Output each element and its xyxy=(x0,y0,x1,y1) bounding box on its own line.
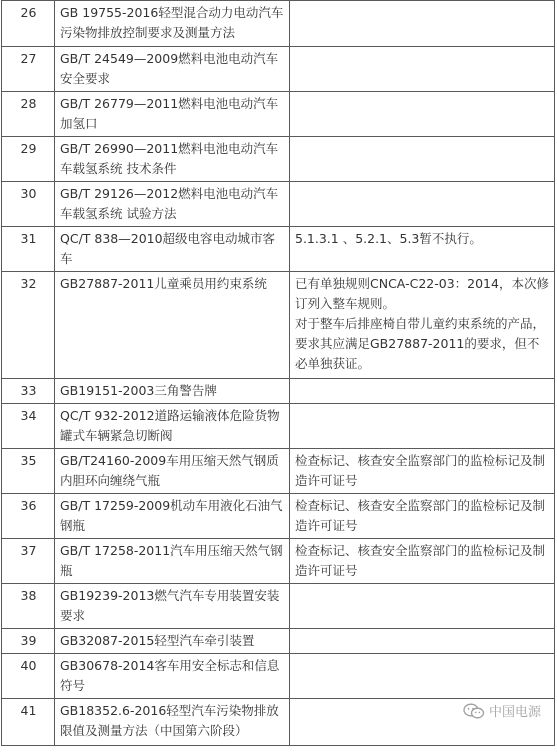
wechat-icon xyxy=(463,703,485,719)
standard-name: GB/T 17258-2011汽车用压缩天然气钢瓶 xyxy=(55,539,290,584)
standard-name: GB/T 29126—2012燃料电池电动汽车车载氢系统 试验方法 xyxy=(55,182,290,227)
row-number: 34 xyxy=(2,404,55,449)
row-number: 28 xyxy=(2,92,55,137)
table-row xyxy=(2,494,555,539)
standard-name: GB19151-2003三角警告牌 xyxy=(55,379,290,404)
row-number: 27 xyxy=(2,47,55,92)
standards-table xyxy=(1,0,555,746)
row-number: 35 xyxy=(2,449,55,494)
row-number: 29 xyxy=(2,137,55,182)
remark-text: 检查标记、核查安全监察部门的监检标记及制造许可证号 xyxy=(295,543,546,578)
remarks-cell xyxy=(290,494,555,539)
row-number: 30 xyxy=(2,182,55,227)
watermark-text: 中国电源 xyxy=(488,705,541,720)
watermark xyxy=(463,701,541,720)
row-number: 32 xyxy=(2,272,55,379)
row-number: 39 xyxy=(2,629,55,654)
table-row xyxy=(2,539,555,584)
table-row xyxy=(2,404,555,449)
standard-name: GB27887-2011儿童乘员用约束系统 xyxy=(55,272,290,379)
standard-name: GB/T24160-2009车用压缩天然气钢质内胆环向缠绕气瓶 xyxy=(55,449,290,494)
standard-name: GB/T 26990—2011燃料电池电动汽车车载氢系统 技术条件 xyxy=(55,137,290,182)
standard-name: GB 19755-2016轻型混合动力电动汽车污染物排放控制要求及测量方法 xyxy=(55,1,290,47)
remarks-cell xyxy=(290,584,555,629)
table-row xyxy=(2,629,555,654)
standard-name: GB/T 17259-2009机动车用液化石油气钢瓶 xyxy=(55,494,290,539)
row-number: 41 xyxy=(2,699,55,746)
table-row xyxy=(2,227,555,272)
remark-text: 对于整车后排座椅自带儿童约束系统的产品，要求其应满足GB27887-2011的要求，但不必单独获证。 xyxy=(295,316,546,371)
remarks-cell xyxy=(290,449,555,494)
table-row xyxy=(2,654,555,699)
remarks-cell xyxy=(290,1,555,47)
table-row xyxy=(2,272,555,379)
remark-text: 已有单独规则CNCA-C22-03：2014，本次修订列入整车规则。 xyxy=(295,276,549,311)
table-row xyxy=(2,1,555,47)
row-number: 33 xyxy=(2,379,55,404)
table-row xyxy=(2,182,555,227)
standard-name: GB19239-2013燃气汽车专用装置安装要求 xyxy=(55,584,290,629)
remarks-cell xyxy=(290,47,555,92)
remarks-cell xyxy=(290,227,555,272)
table-row xyxy=(2,137,555,182)
remarks-cell xyxy=(290,629,555,654)
row-number: 40 xyxy=(2,654,55,699)
remark-text: 5.1.3.1 、5.2.1、5.3暂不执行。 xyxy=(295,231,482,246)
remarks-cell xyxy=(290,404,555,449)
remarks-cell xyxy=(290,272,555,379)
table-row xyxy=(2,584,555,629)
remarks-cell xyxy=(290,137,555,182)
row-number: 26 xyxy=(2,1,55,47)
row-number: 31 xyxy=(2,227,55,272)
row-number: 37 xyxy=(2,539,55,584)
remarks-cell xyxy=(290,654,555,699)
standard-name: QC/T 932-2012道路运输液体危险货物罐式车辆紧急切断阀 xyxy=(55,404,290,449)
remarks-cell xyxy=(290,182,555,227)
remark-text: 检查标记、核查安全监察部门的监检标记及制造许可证号 xyxy=(295,453,546,488)
remarks-cell xyxy=(290,92,555,137)
table-row xyxy=(2,379,555,404)
row-number: 36 xyxy=(2,494,55,539)
standard-name: GB30678-2014客车用安全标志和信息符号 xyxy=(55,654,290,699)
standard-name: GB18352.6-2016轻型汽车污染物排放限值及测量方法（中国第六阶段） xyxy=(55,699,290,746)
table-row xyxy=(2,92,555,137)
standard-name: GB/T 24549—2009燃料电池电动汽车安全要求 xyxy=(55,47,290,92)
table-row xyxy=(2,47,555,92)
standard-name: QC/T 838—2010超级电容电动城市客车 xyxy=(55,227,290,272)
remark-text: 检查标记、核查安全监察部门的监检标记及制造许可证号 xyxy=(295,498,546,533)
standard-name: GB32087-2015轻型汽车牵引装置 xyxy=(55,629,290,654)
remarks-cell xyxy=(290,379,555,404)
row-number: 38 xyxy=(2,584,55,629)
remarks-cell xyxy=(290,539,555,584)
standard-name: GB/T 26779—2011燃料电池电动汽车加氢口 xyxy=(55,92,290,137)
table-row xyxy=(2,449,555,494)
